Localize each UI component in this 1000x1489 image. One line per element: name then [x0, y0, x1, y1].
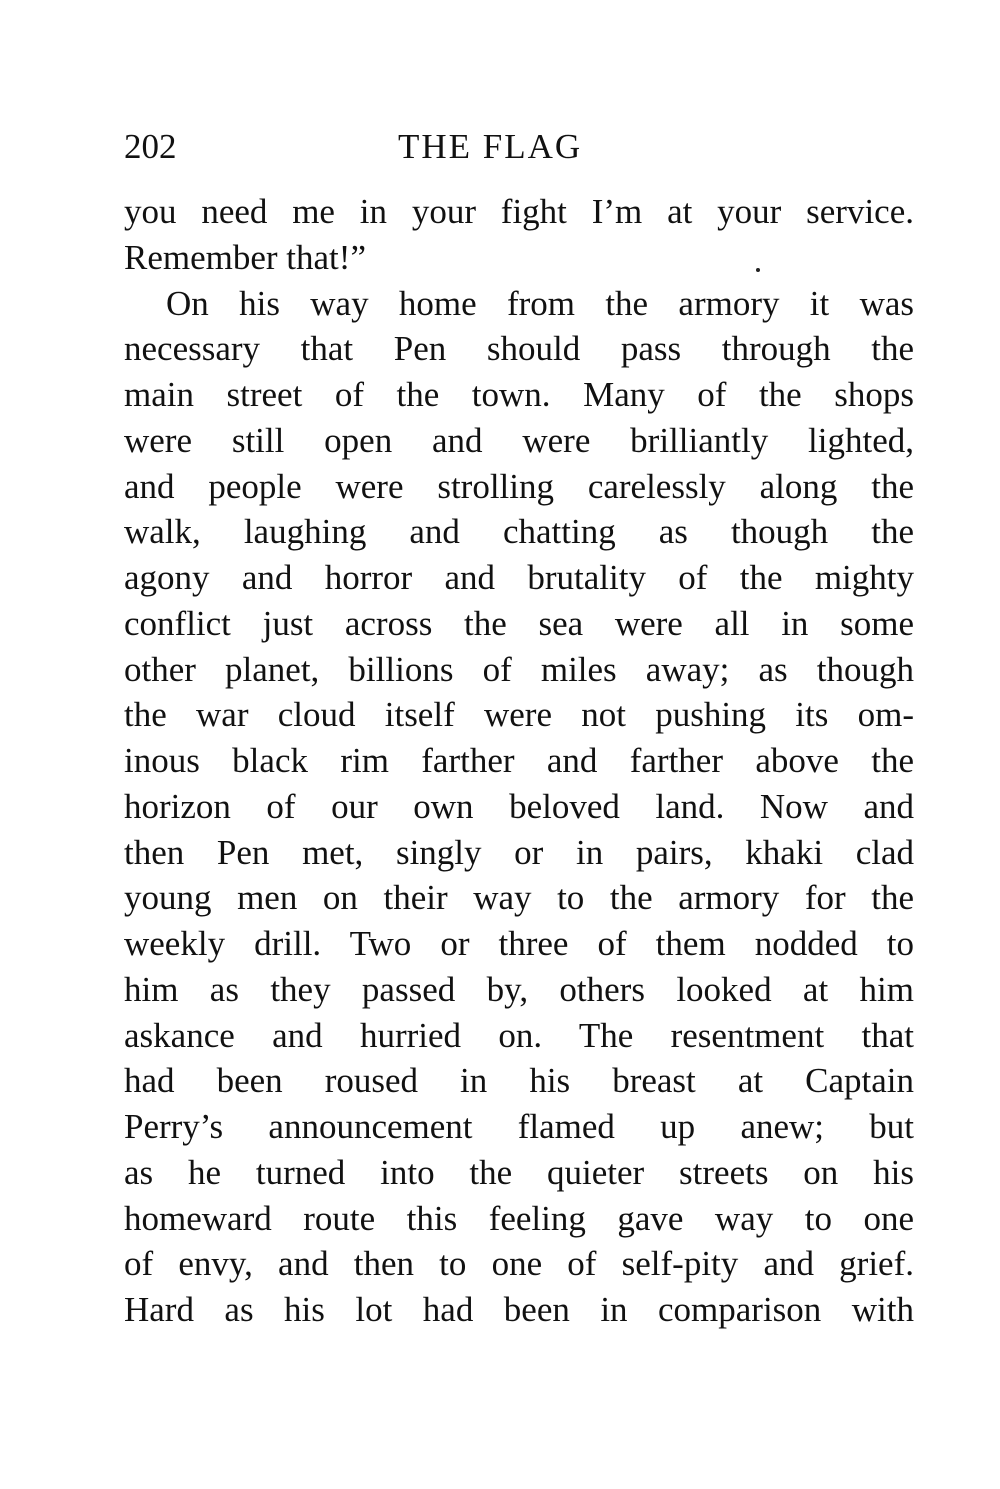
text-line: conflict just across the sea were all in some: [124, 603, 914, 643]
text-line: were still open and were brilliantly lighted,: [124, 420, 914, 460]
text-line: of envy, and then to one of self-pity and grief.: [124, 1244, 914, 1284]
text-line: had been roused in his breast at Captain: [124, 1061, 914, 1101]
text-line: inous black rim farther and farther above the: [124, 741, 914, 780]
text-line: weekly drill. Two or three of them nodded to: [124, 924, 914, 963]
text-line: agony and horror and brutality of the mighty: [124, 558, 914, 597]
text-line: askance and hurried on. The resentment that: [124, 1015, 914, 1055]
text-line: as he turned into the quieter streets on his: [124, 1152, 914, 1192]
text-line: necessary that Pen should pass through the: [124, 329, 914, 369]
text-line: Perry’s announcement flamed up anew; but: [124, 1107, 914, 1146]
page-number: 202: [124, 127, 177, 166]
text-line: main street of the town. Many of the shops: [124, 375, 914, 414]
text-line: walk, laughing and chatting as though the: [124, 512, 914, 552]
text-line: Remember that!”: [124, 237, 366, 277]
text-line: On his way home from the armory it was: [166, 283, 914, 323]
body-text: [124, 189, 914, 1333]
text-line: and people were strolling carelessly along the: [124, 466, 914, 506]
running-head: [124, 122, 914, 172]
running-title: THE FLAG: [398, 127, 583, 166]
text-line: other planet, billions of miles away; as though: [124, 649, 914, 689]
text-line: young men on their way to the armory for the: [124, 878, 914, 918]
text-line: Hard as his lot had been in comparison with: [124, 1290, 914, 1329]
text-line: homeward route this feeling gave way to one: [124, 1198, 914, 1238]
text-line: the war cloud itself were not pushing its om-: [124, 695, 914, 735]
text-line: horizon of our own beloved land. Now and: [124, 786, 914, 826]
text-line: you need me in your fight I’m at your service.: [124, 192, 914, 231]
text-line: then Pen met, singly or in pairs, khaki clad: [124, 832, 914, 872]
text-line: him as they passed by, others looked at him: [124, 969, 914, 1009]
